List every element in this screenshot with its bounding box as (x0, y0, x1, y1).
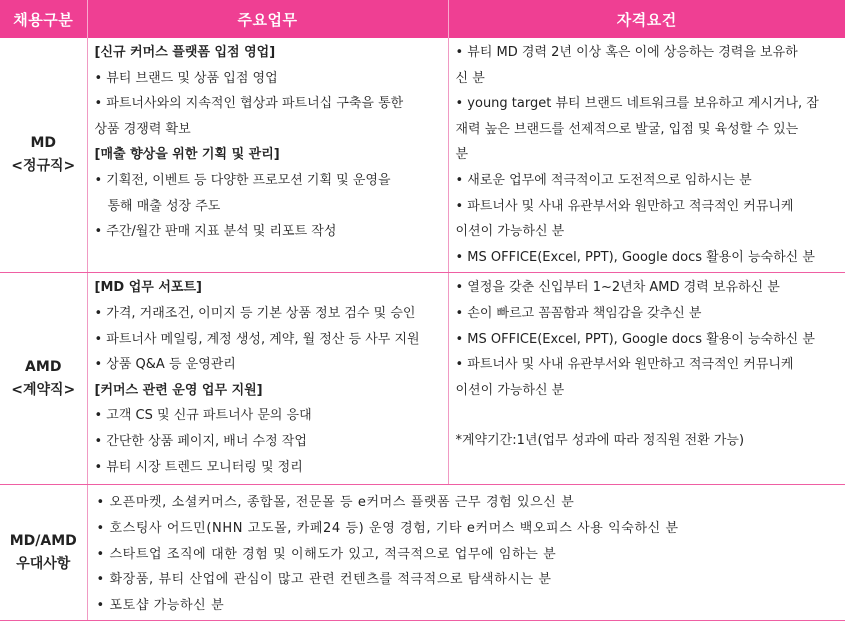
preferred-category-label: 우대사항 (16, 555, 71, 572)
amd-duty-item: • 고객 CS 및 신규 파트너사 문의 응대 (94, 408, 312, 424)
amd-duty-section: [MD 업무 서포트] (94, 280, 202, 296)
md-duty-item-continued: 상품 경쟁력 확보 (94, 121, 191, 137)
md-qual-item: • 새로운 업무에 적극적이고 도전적으로 임하시는 분 (455, 172, 752, 188)
md-duty-item: • 기획전, 이벤트 등 다양한 프로모션 기획 및 운영을 (94, 172, 391, 188)
amd-duty-item: • 파트너사 메일링, 계정 생성, 계약, 월 정산 등 사무 지원 (94, 331, 420, 347)
md-qual-item-continued: 분 (455, 147, 469, 163)
preferred-list (95, 487, 840, 618)
md-qual-item: • 뷰티 MD 경력 2년 이상 혹은 이에 상응하는 경력을 보유하 (455, 45, 798, 60)
amd-duty-item: • 간단한 상품 페이지, 배너 수정 작업 (94, 433, 307, 449)
amd-category-title: AMD (25, 358, 62, 375)
md-qualifications (448, 38, 845, 273)
header-duties: 주요업무 (87, 0, 448, 38)
md-row (0, 38, 845, 273)
preferred-item: • 포토샵 가능하신 분 (96, 597, 225, 613)
preferred-category (0, 485, 87, 621)
md-duty-section: [매출 향상을 위한 기획 및 관리] (94, 147, 280, 163)
md-duties (87, 38, 448, 273)
amd-qual-item: • 파트너사 및 사내 유관부서와 원만하고 적극적인 커뮤니케 (455, 357, 794, 373)
md-qual-item: • young target 뷰티 브랜드 네트워크를 보유하고 계시거나, 잠 (455, 96, 819, 112)
md-category (0, 38, 87, 273)
contract-period-note: *계약기간:1년(업무 성과에 따라 정직원 전환 가능) (455, 433, 745, 449)
preferred-row (0, 485, 845, 621)
preferred-item: • 스타트업 조직에 대한 경험 및 이해도가 있고, 적극적으로 업무에 임하는 분 (96, 546, 557, 562)
md-qual-item-continued: 이션이 가능하신 분 (455, 224, 565, 240)
amd-row (0, 273, 845, 485)
amd-qual-item-continued: 이션이 가능하신 분 (455, 382, 565, 398)
md-duty-item: • 주간/월간 판매 지표 분석 및 리포트 작성 (94, 224, 337, 240)
md-duty-item: • 뷰티 브랜드 및 상품 입점 영업 (94, 70, 278, 86)
amd-qual-item: • 손이 빠르고 꼼꼼함과 책임감을 갖추신 분 (455, 305, 702, 321)
md-duty-section: [신규 커머스 플랫폼 입점 영업] (94, 45, 276, 60)
amd-duty-section: [커머스 관련 운영 업무 지원] (94, 382, 263, 398)
preferred-qualifications (87, 485, 845, 621)
amd-duty-item: • 뷰티 시장 트렌드 모니터링 및 정리 (94, 459, 303, 475)
md-qual-item: • 파트너사 및 사내 유관부서와 원만하고 적극적인 커뮤니케 (455, 198, 794, 214)
md-qual-item: • MS OFFICE(Excel, PPT), Google docs 활용이 능숙하신 분 (455, 249, 815, 265)
header-row (0, 0, 845, 38)
preferred-category-title: MD/AMD (9, 532, 77, 549)
amd-qualifications (448, 273, 845, 485)
md-category-type: <정규직> (11, 158, 76, 175)
header-qualifications: 자격요건 (448, 0, 845, 38)
md-qual-item-continued: 재력 높은 브랜드를 선제적으로 발굴, 입점 및 육성할 수 있는 (455, 121, 799, 137)
amd-qual-item: • MS OFFICE(Excel, PPT), Google docs 활용이 능숙하신 분 (455, 331, 815, 347)
md-category-title: MD (30, 135, 57, 152)
amd-duty-item: • 가격, 거래조건, 이미지 등 기본 상품 정보 검수 및 승인 (94, 305, 416, 321)
amd-category-type: <계약직> (11, 381, 76, 398)
preferred-item: • 오픈마켓, 소셜커머스, 종합몰, 전문몰 등 e커머스 플랫폼 근무 경험 있으신 분 (96, 495, 575, 511)
header-category: 채용구분 (0, 0, 87, 38)
preferred-item: • 화장품, 뷰티 산업에 관심이 많고 관련 컨텐츠를 적극적으로 탐색하시는 분 (96, 572, 552, 588)
md-duty-item-continued: 통해 매출 성장 주도 (107, 198, 221, 214)
preferred-item: • 호스팅사 어드민(NHN 고도몰, 카페24 등) 운영 경험, 기타 e커머스 백오피스 사용 익숙하신 분 (96, 520, 679, 536)
amd-category (0, 273, 87, 485)
amd-duties (87, 273, 448, 485)
amd-duty-item: • 상품 Q&A 등 운영관리 (94, 357, 236, 373)
amd-qual-item: • 열정을 갖춘 신입부터 1~2년차 AMD 경력 보유하신 분 (455, 280, 780, 296)
md-qual-item-continued: 신 분 (455, 70, 485, 86)
md-duty-item: • 파트너사와의 지속적인 협상과 파트너십 구축을 통한 (94, 96, 404, 112)
